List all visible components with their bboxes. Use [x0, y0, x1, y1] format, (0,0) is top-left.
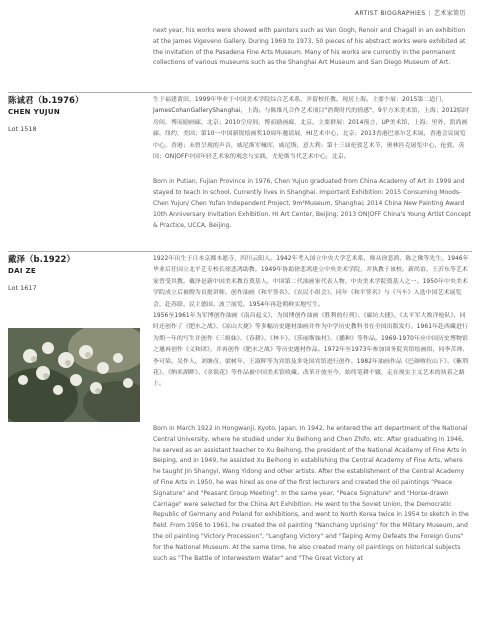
bio-cn-part1: 1922年出生于日本京都本愿寺，四川云阳人。1942年考入国立中央大学艺术系，师从徐悲鸿、陈之佛等先生。1946年毕业后任国立北平艺专校长徐悲鸿助教。1949年协助徐悲鸿建立中央美术学院，并执教于该校。新尚谊、王沂东等艺术家曾受其教。戴泽是新中国美术教育奠基人，中国第二代油画家代表人物。中央美术学院奠基人之一。1950年中央美术学院成立后被聘为首批讲师。创作油画《和平签名》、《农民小组会》、同年《和平签名》与《马车》入选中国艺术展览会，赴苏联、民主德国、波兰展览。1954年再赴朝鲜实地写生。	[153, 256, 469, 308]
lot-number: Lot 1617	[8, 284, 37, 292]
artwork-image	[8, 328, 140, 422]
artist-bio-chen	[153, 95, 471, 241]
artist-name-cn: 陈诚君（b.1976）	[8, 96, 84, 106]
bio-cn-part2: 1956至1961年为军博创作油画《南昌起义》，为国博创作油画《胜利的行列》、《廊坊大捷》、《太平军大败洋枪队》，同时还创作了《肥水之战》、《凉山大捷》等多幅历史题材油画并作为中学历史教科书在全国出版发行。1961年赴西藏进行为期一年的写生并创作《三姐妹》、《春耕》、《林卡》、《莎丽斯妹村》、《播种》等作品。1969-1970年应中国历史博物馆之邀再创作《义和团》，并再创作《肥水之战》等历史题材作品。1972年至1973年参加国务院宾馆绘画组，同李苦禅、李可染、吴作人、刘继卣、梁树年、王淑晖等为宾馆及多处国宾馆进行创作。1982年油画作品《巴颜喀拉山下》、《紫荆花》、《纳米湖畔》、《金银花》等作品被中国美术馆收藏。改革开放至今，始终笔耕不辍，走在现实主义艺术的执着之路上。	[153, 313, 469, 388]
divider	[8, 251, 472, 252]
bio-cn: 生于福建莆田，1999年毕业于中国美术学院综合艺术系，并留校任教。现居上海。主要个展：2015第二道门，JamesCohanGalleryShanghai，上海；与陈维凡合作艺术项目"消费时代的情感"，9平方米美术馆，上海；2012临时房间，博而励画廊，北京；2010空房间，博而励画廊，北京。主要群展：2014预言，UP美术馆，上海；里外，凯尚画廊，纽约，美国；第10一中国新锐绘画奖10周年邀请展，HI艺术中心，北京；2013香港巴塞尔艺术展，香港会议展览中心，香港；未曾呈现的声音，威尼斯军械库，威尼斯，意大利；第十三届伦敦艺术节，奥林匹克展览中心，伦敦，英国；ON|OFF中国年轻艺术家的观念与实践，尤伦斯当代艺术中心，北京。	[153, 97, 470, 161]
artist-name-cn: 戴泽（b.1922）	[8, 255, 75, 265]
intro-paragraph: next year, his works were showed with painters such as Van Gogh, Renoir and Chagall in an exhibition at the James Vigeveno Gallery. During 1969 to 1973, 50 pieces of his abstract works were exhibited at the invitation of the Pasadena Fine Arts Museum. Many of his works are currently in the permanent collections of various museums such as the Shanghai Art Museum and San Diego Museum of Art.	[153, 27, 466, 67]
artist-name-en: DAI ZE	[8, 267, 36, 275]
artist-bio-dai-en	[153, 424, 471, 574]
bio-en: Born in Putian, Fujian Province in 1976, Chen Yujun graduated from China Academy of Art in 1999 and stayed to teach in school. Currently lives in Shanghai. Important Exhibition: 2015 Consuming Moods-Chen Yujun/ Chen Yufan Independent Project, 9m²Museum, Shanghai; 2014 China New Painting Award 10th Anniversary Invitation Exhibition, HI Art Center, Beijing; 2013 ON|OFF China's Young Artist Concept & Practice, UCCA, Beijing.	[153, 178, 472, 229]
bio-en: Born in March 1922 in Hongwanji, Kyoto, Japan. In 1942, he entered the art department of the National Central University, where he studied under Xu Beihong and Chen Zhifo, etc. After graduating in 1946, he served as an assistant teacher to Xu Beihong, the president of the National Academy of Fine Arts in Beiping, and in 1949, he assisted Xu Beihong in establishing the Central Academy of Fine Arts, where he taught Jin Shangyi, Wang Yidong and other artists. After the establishment of the Central Academy of Fine Arts in 1950, he was hired as one of the first lecturers and created the oil paintings "Peace Signature" and "Peasant Group Meeting". In the same year, "Peace Signature" and "Horse-drawn Carriage" were selected for the China Art Exhibition. He went to the Soviet Union, the Democratic Republic of Germany and Poland for exhibitions, and went to North Korea twice in 1954 to sketch in the field. From 1956 to 1961, he created the oil painting "Nanchang Uprising" for the Military Museum, and the oil painting "Victory Procession", "Langfang Victory" and "Taiping Army Defeats the Foreign Guns" for the National Museum. At the same time, he also created many oil paintings on historical subjects such as "The Battle of Interwestern Water" and "The Great Victory at	[153, 425, 469, 562]
artist-name-en: CHEN YUJUN	[8, 108, 60, 116]
divider	[8, 92, 472, 93]
intro-column	[153, 26, 471, 79]
artist-heading-dai	[8, 255, 118, 292]
section-title-cn: 艺术家简历	[433, 10, 466, 17]
page-header: ARTIST BIOGRAPHIES | 艺术家简历	[354, 10, 466, 17]
lot-number: Lot 1518	[8, 125, 37, 133]
artist-heading-chen	[8, 96, 118, 133]
flower-painting-icon	[8, 328, 140, 422]
section-title-en: ARTIST BIOGRAPHIES	[354, 10, 426, 17]
artist-bio-dai-cn	[153, 254, 471, 401]
